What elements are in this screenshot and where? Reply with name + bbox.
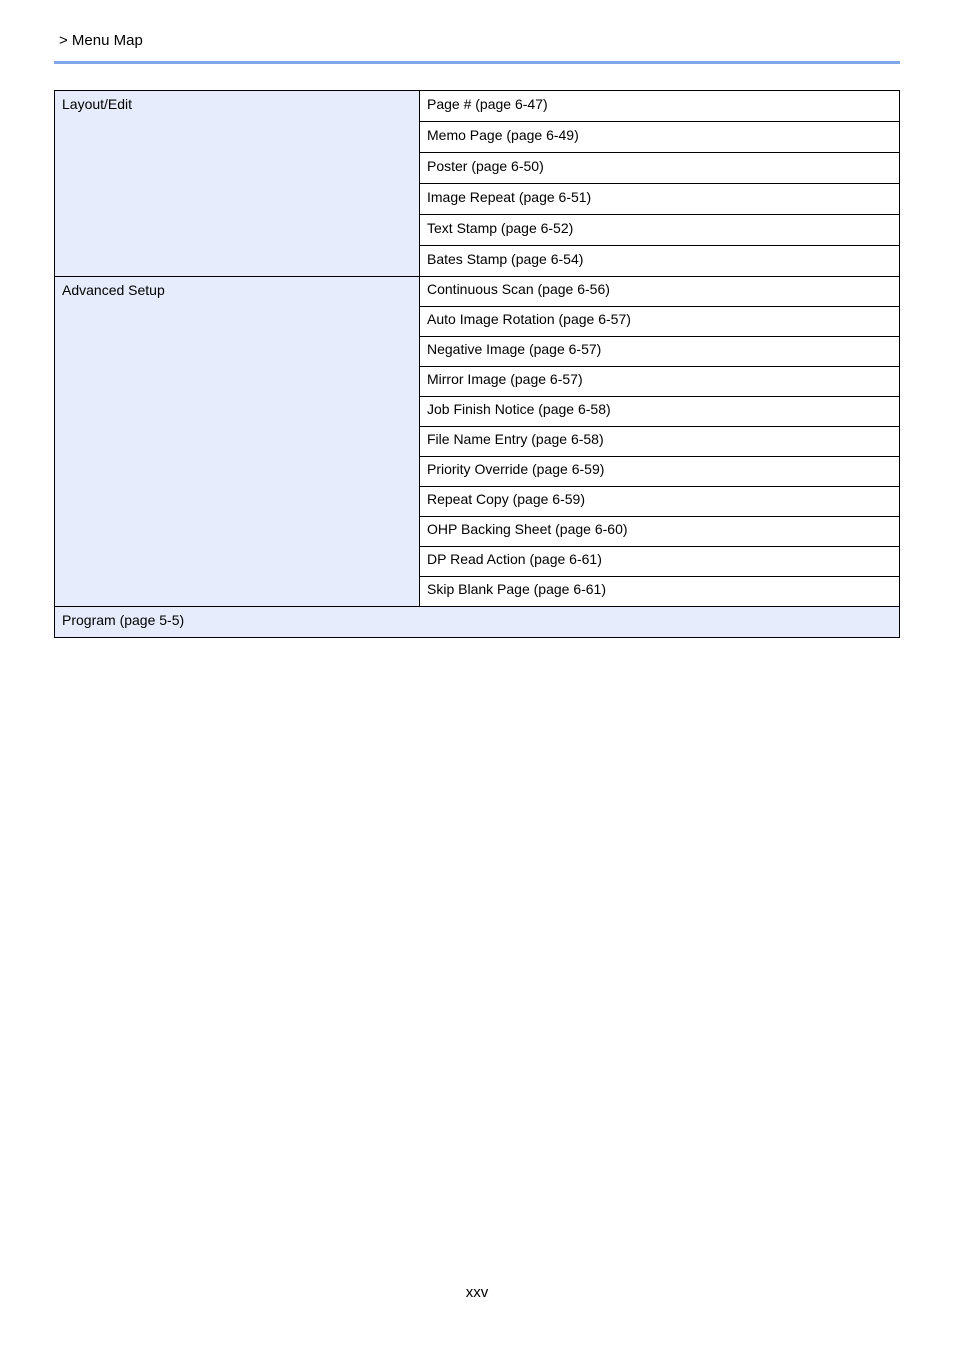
group-cell-advanced-setup[interactable]: Advanced Setup <box>55 277 420 607</box>
header-divider <box>54 61 900 64</box>
menu-item-program[interactable]: Program (page 5-5) <box>55 607 900 638</box>
menu-item-memo-page[interactable]: Memo Page (page 6-49) <box>420 122 900 153</box>
table-row <box>55 277 900 307</box>
table-row <box>55 91 900 122</box>
menu-item-image-repeat[interactable]: Image Repeat (page 6-51) <box>420 184 900 215</box>
menu-item-text-stamp[interactable]: Text Stamp (page 6-52) <box>420 215 900 246</box>
menu-item-job-finish-notice[interactable]: Job Finish Notice (page 6-58) <box>420 397 900 427</box>
menu-item-repeat-copy[interactable]: Repeat Copy (page 6-59) <box>420 487 900 517</box>
menu-item-page-number[interactable]: Page # (page 6-47) <box>420 91 900 122</box>
menu-map-table <box>54 90 900 638</box>
menu-item-dp-read-action[interactable]: DP Read Action (page 6-61) <box>420 547 900 577</box>
menu-item-poster[interactable]: Poster (page 6-50) <box>420 153 900 184</box>
menu-item-mirror-image[interactable]: Mirror Image (page 6-57) <box>420 367 900 397</box>
menu-item-negative-image[interactable]: Negative Image (page 6-57) <box>420 337 900 367</box>
table-row <box>55 607 900 638</box>
menu-item-ohp-backing-sheet[interactable]: OHP Backing Sheet (page 6-60) <box>420 517 900 547</box>
menu-item-bates-stamp[interactable]: Bates Stamp (page 6-54) <box>420 246 900 277</box>
page-number: xxv <box>465 1284 489 1301</box>
menu-item-priority-override[interactable]: Priority Override (page 6-59) <box>420 457 900 487</box>
menu-item-continuous-scan[interactable]: Continuous Scan (page 6-56) <box>420 277 900 307</box>
menu-item-file-name-entry[interactable]: File Name Entry (page 6-58) <box>420 427 900 457</box>
menu-item-auto-image-rotation[interactable]: Auto Image Rotation (page 6-57) <box>420 307 900 337</box>
menu-item-skip-blank-page[interactable]: Skip Blank Page (page 6-61) <box>420 577 900 607</box>
breadcrumb[interactable]: > Menu Map <box>59 32 143 49</box>
group-cell-layout-edit[interactable]: Layout/Edit <box>55 91 420 277</box>
